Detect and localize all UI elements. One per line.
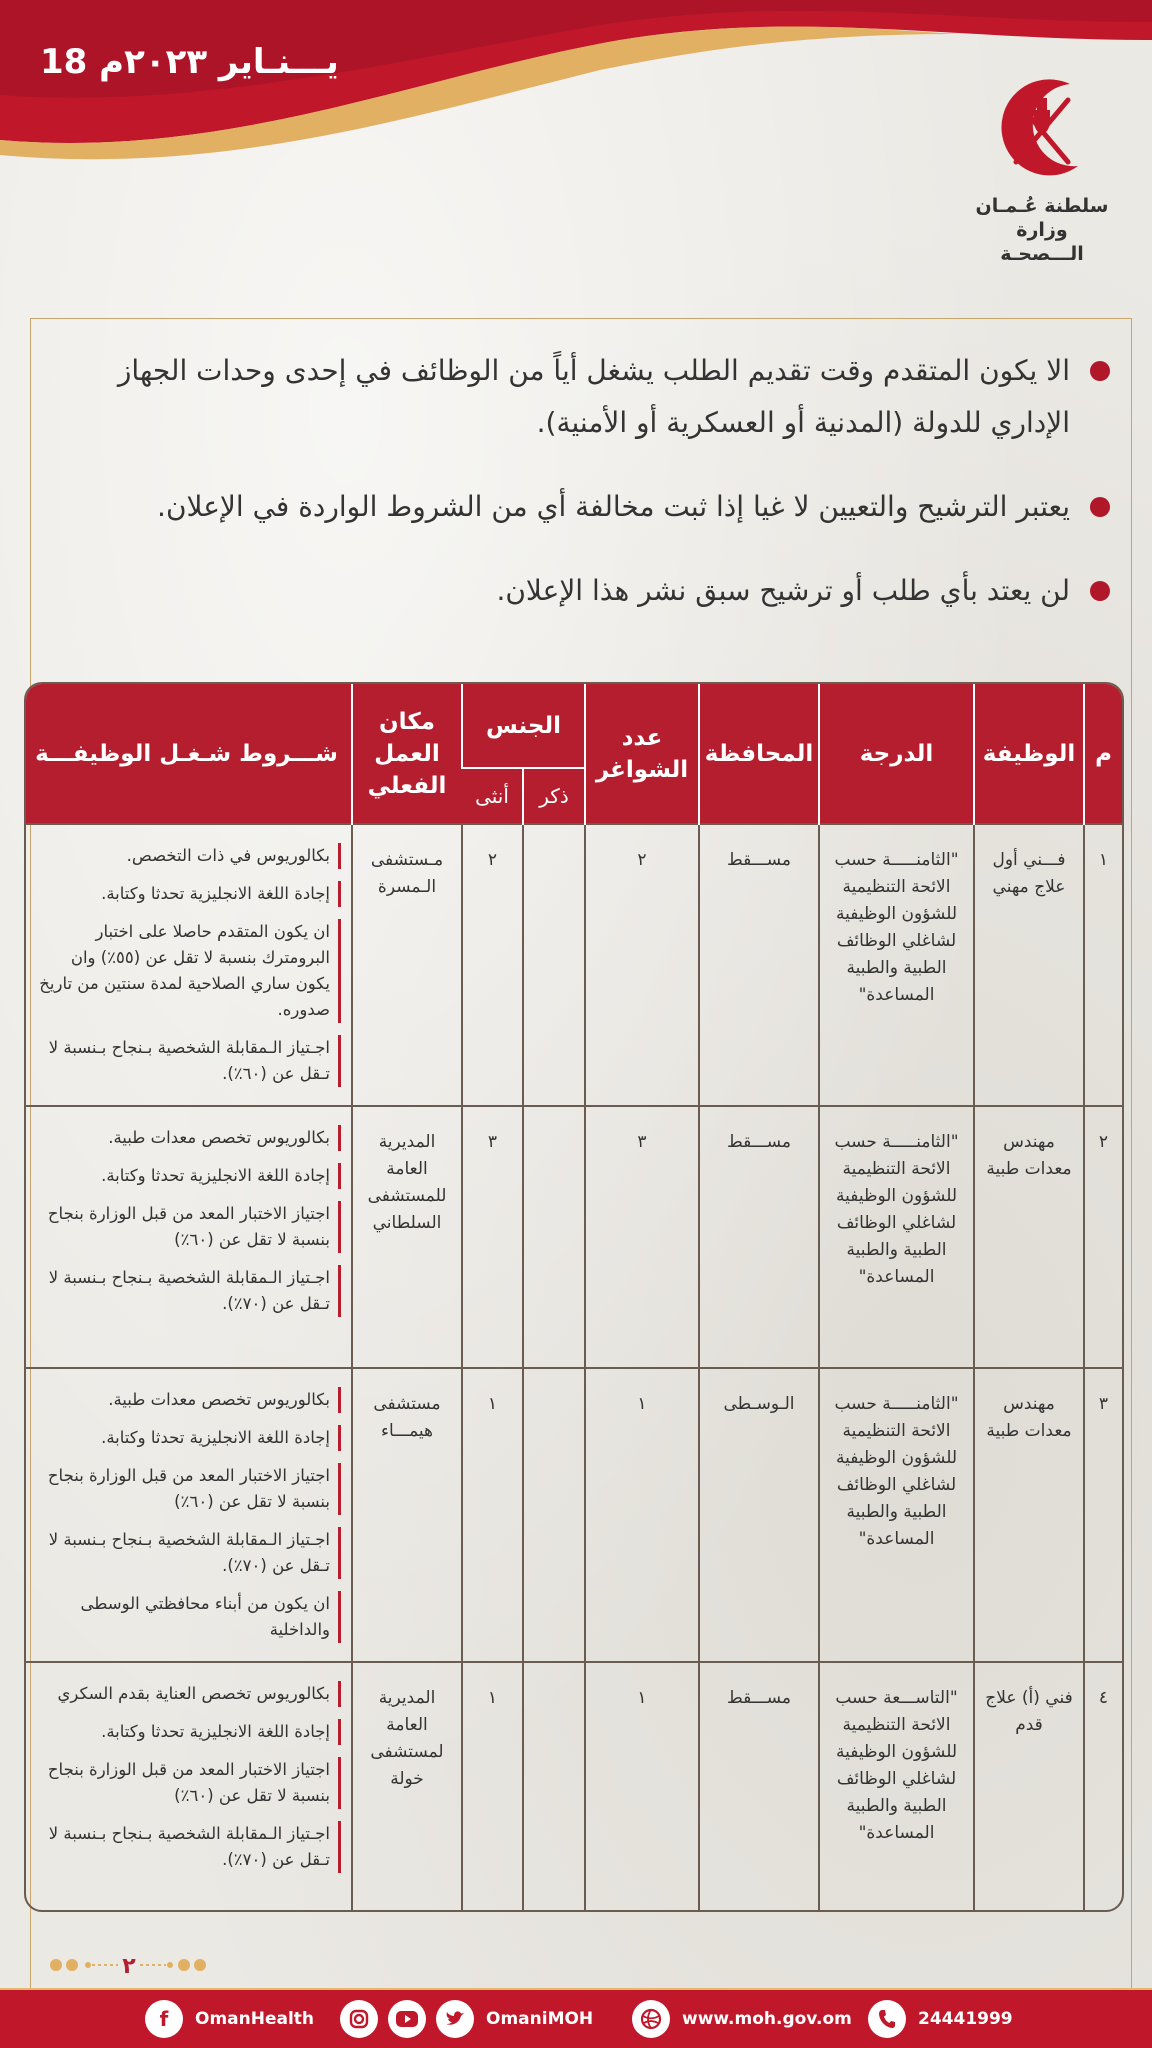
cell-governorate: مســـقط — [699, 1106, 819, 1368]
table-row — [24, 1662, 1122, 1912]
bullet-text: الا يكون المتقدم وقت تقديم الطلب يشغل أياً من الوظائف في إحدى وحدات الجهاز الإداري للدولة (المدنية أو العسكرية أو الأمنية). — [117, 354, 1070, 439]
cell-governorate: مســـقط — [699, 824, 819, 1106]
cell-conditions — [24, 824, 352, 1106]
cell-conditions — [24, 1662, 352, 1912]
cell-male — [523, 1662, 585, 1912]
footer-bar — [0, 1990, 1152, 2048]
header-female: أنثى — [462, 768, 523, 824]
bullet-dot-icon — [1090, 361, 1110, 381]
condition-item: اجـتياز الـمقابلة الشخصية بـنجاح بـنسبة لا تـقل عن (٧٠٪). — [32, 1527, 341, 1579]
condition-item: ان يكون المتقدم حاصلا على اختبار البرومترك بنسبة لا تقل عن (٥٥٪) وان يكون ساري الصلاحية لمدة سنتين من تاريخ صدوره. — [32, 919, 341, 1023]
conditions-list — [40, 345, 1110, 649]
cell-vacancies: ٣ — [585, 1106, 699, 1368]
facebook-link[interactable] — [145, 2000, 314, 2038]
ministry-name — [972, 194, 1112, 266]
cell-job: مهندس معدات طبية — [974, 1368, 1084, 1662]
emblem-icon — [982, 70, 1102, 190]
facebook-icon: f — [145, 2000, 183, 2038]
cell-num: ٣ — [1084, 1368, 1122, 1662]
condition-item: بكالوريوس تخصص معدات طبية. — [32, 1387, 341, 1413]
cell-vacancies: ١ — [585, 1368, 699, 1662]
phone-number: 24441999 — [918, 2009, 1013, 2029]
cell-num: ١ — [1084, 824, 1122, 1106]
cell-female: ١ — [462, 1662, 523, 1912]
cell-governorate: مســـقط — [699, 1662, 819, 1912]
table-row — [24, 1106, 1122, 1368]
header-job: الوظيفة — [974, 684, 1084, 824]
cell-male — [523, 1106, 585, 1368]
bullet-item — [40, 345, 1110, 449]
bullet-item — [40, 565, 1110, 617]
cell-vacancies: ١ — [585, 1662, 699, 1912]
condition-item: ان يكون من أبناء محافظتي الوسطى والداخلية — [32, 1591, 341, 1643]
globe-icon — [632, 2000, 670, 2038]
cell-grade: "الثامنـــــة حسب الائحة التنظيمية للشؤون الوظيفية لشاغلي الوظائف الطبية والطبية المساعدة" — [819, 1106, 974, 1368]
cell-conditions — [24, 1106, 352, 1368]
bullet-dot-icon — [1090, 581, 1110, 601]
condition-item: اجـتياز الـمقابلة الشخصية بـنجاح بـنسبة لا تـقل عن (٧٠٪). — [32, 1265, 341, 1317]
cell-male — [523, 1368, 585, 1662]
bullet-item — [40, 481, 1110, 533]
header-male: ذكر — [523, 768, 585, 824]
cell-female: ٢ — [462, 824, 523, 1106]
header-conditions: شـــروط شـغـل الوظيفـــة — [24, 684, 352, 824]
org-line-1: سلطنة عُـمـان — [975, 195, 1109, 217]
header-gender: الجنس — [462, 684, 585, 768]
social-links[interactable] — [340, 2000, 593, 2038]
page-indicator — [48, 1953, 208, 1977]
twitter-icon — [436, 2000, 474, 2038]
cell-female: ٣ — [462, 1106, 523, 1368]
condition-item: اجتياز الاختبار المعد من قبل الوزارة بنجاح بنسبة لا تقل عن (٦٠٪) — [32, 1201, 341, 1253]
org-line-2: وزارة الـــصحـة — [1000, 219, 1084, 265]
condition-item: إجادة اللغة الانجليزية تحدثا وكتابة. — [32, 1425, 341, 1451]
condition-item: إجادة اللغة الانجليزية تحدثا وكتابة. — [32, 1719, 341, 1745]
condition-item: إجادة اللغة الانجليزية تحدثا وكتابة. — [32, 881, 341, 907]
instagram-icon — [340, 2000, 378, 2038]
bullet-dot-icon — [1090, 497, 1110, 517]
cell-workplace: المديرية العامة لمستشفى خولة — [352, 1662, 462, 1912]
condition-item: اجتياز الاختبار المعد من قبل الوزارة بنجاح بنسبة لا تقل عن (٦٠٪) — [32, 1463, 341, 1515]
cell-female: ١ — [462, 1368, 523, 1662]
cell-conditions — [24, 1368, 352, 1662]
condition-item: بكالوريوس في ذات التخصص. — [32, 843, 341, 869]
bullet-text: لن يعتد بأي طلب أو ترشيح سبق نشر هذا الإعلان. — [496, 574, 1070, 607]
condition-item: اجـتياز الـمقابلة الشخصية بـنجاح بـنسبة لا تـقل عن (٧٠٪). — [32, 1821, 341, 1873]
cell-num: ٤ — [1084, 1662, 1122, 1912]
cell-grade: "التاســـعة حسب الائحة التنظيمية للشؤون الوظيفية لشاغلي الوظائف الطبية والطبية المساعدة" — [819, 1662, 974, 1912]
cell-workplace: المديرية العامة للمستشفى السلطاني — [352, 1106, 462, 1368]
facebook-handle: OmanHealth — [195, 2009, 315, 2029]
announcement-date: 18 يـــنـاير ٢٠٢٣م — [40, 42, 339, 82]
cell-num: ٢ — [1084, 1106, 1122, 1368]
cell-job: مهندس معدات طبية — [974, 1106, 1084, 1368]
header-vacancies: عدد الشواغر — [585, 684, 699, 824]
cell-male — [523, 824, 585, 1106]
cell-grade: "الثامنـــــة حسب الائحة التنظيمية للشؤون الوظيفية لشاغلي الوظائف الطبية والطبية المساعدة" — [819, 1368, 974, 1662]
cell-workplace: مـستشفى الـمسرة — [352, 824, 462, 1106]
header-workplace: مكان العمل الفعلي — [352, 684, 462, 824]
bullet-text: يعتبر الترشيح والتعيين لا غيا إذا ثبت مخالفة أي من الشروط الواردة في الإعلان. — [157, 490, 1070, 523]
website-url: www.moh.gov.om — [682, 2009, 852, 2029]
jobs-table — [24, 682, 1124, 1912]
table-row — [24, 1368, 1122, 1662]
phone-link[interactable] — [868, 2000, 1013, 2038]
cell-governorate: الـوسـطى — [699, 1368, 819, 1662]
condition-item: اجـتياز الـمقابلة الشخصية بـنجاح بـنسبة لا تـقل عن (٦٠٪). — [32, 1035, 341, 1087]
cell-workplace: مستشفى هيمـــاء — [352, 1368, 462, 1662]
header-grade: الدرجة — [819, 684, 974, 824]
condition-item: اجتياز الاختبار المعد من قبل الوزارة بنجاح بنسبة لا تقل عن (٦٠٪) — [32, 1757, 341, 1809]
website-link[interactable] — [632, 2000, 852, 2038]
cell-job: فني (أ) علاج قدم — [974, 1662, 1084, 1912]
social-handle: OmaniMOH — [486, 2009, 594, 2029]
page-number: ٢ — [122, 1954, 136, 1977]
table-row — [24, 824, 1122, 1106]
condition-item: بكالوريوس تخصص معدات طبية. — [32, 1125, 341, 1151]
condition-item: بكالوريوس تخصص العناية بقدم السكري — [32, 1681, 341, 1707]
youtube-icon — [388, 2000, 426, 2038]
header-num: م — [1084, 684, 1122, 824]
cell-grade: "الثامنـــــة حسب الائحة التنظيمية للشؤون الوظيفية لشاغلي الوظائف الطبية والطبية المساعدة" — [819, 824, 974, 1106]
condition-item: إجادة اللغة الانجليزية تحدثا وكتابة. — [32, 1163, 341, 1189]
cell-vacancies: ٢ — [585, 824, 699, 1106]
phone-icon — [868, 2000, 906, 2038]
header-governorate: المحافظة — [699, 684, 819, 824]
ministry-logo — [972, 70, 1112, 266]
cell-job: فـــني أول علاج مهني — [974, 824, 1084, 1106]
